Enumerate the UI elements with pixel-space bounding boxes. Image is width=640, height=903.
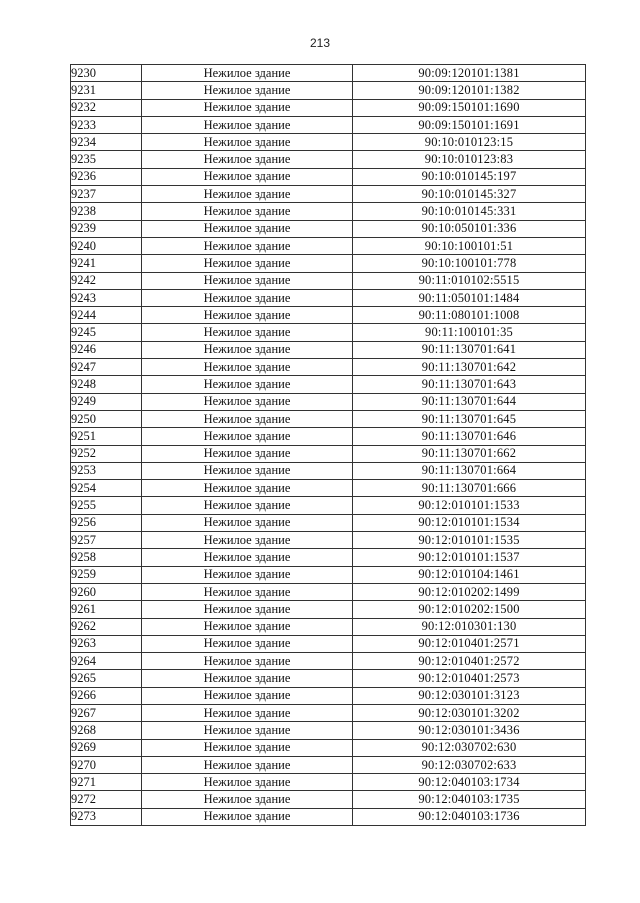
cadastral-number-cell: 90:12:010101:1533 [353, 497, 586, 514]
cadastral-number-cell: 90:12:010202:1500 [353, 601, 586, 618]
object-type-cell: Нежилое здание [142, 168, 353, 185]
table-row [71, 445, 586, 462]
cadastral-number-cell: 90:12:010202:1499 [353, 583, 586, 600]
row-number-cell: 9260 [71, 583, 142, 600]
row-number-cell: 9273 [71, 808, 142, 825]
cadastral-number-cell: 90:10:010123:15 [353, 134, 586, 151]
row-number-cell: 9272 [71, 791, 142, 808]
table-row [71, 566, 586, 583]
cadastral-number-cell: 90:10:010145:331 [353, 203, 586, 220]
object-type-cell: Нежилое здание [142, 272, 353, 289]
row-number-cell: 9231 [71, 82, 142, 99]
cadastral-number-cell: 90:11:100101:35 [353, 324, 586, 341]
table-row [71, 186, 586, 203]
table-row [71, 653, 586, 670]
table-row [71, 791, 586, 808]
cadastral-number-cell: 90:12:010401:2571 [353, 635, 586, 652]
table-row [71, 393, 586, 410]
object-type-cell: Нежилое здание [142, 549, 353, 566]
row-number-cell: 9271 [71, 774, 142, 791]
object-type-cell: Нежилое здание [142, 428, 353, 445]
cadastral-number-cell: 90:10:010145:197 [353, 168, 586, 185]
object-type-cell: Нежилое здание [142, 635, 353, 652]
object-type-cell: Нежилое здание [142, 480, 353, 497]
table-row [71, 376, 586, 393]
row-number-cell: 9264 [71, 653, 142, 670]
row-number-cell: 9259 [71, 566, 142, 583]
row-number-cell: 9240 [71, 237, 142, 254]
cadastral-number-cell: 90:11:130701:641 [353, 341, 586, 358]
row-number-cell: 9233 [71, 116, 142, 133]
row-number-cell: 9242 [71, 272, 142, 289]
row-number-cell: 9267 [71, 704, 142, 721]
table-row [71, 532, 586, 549]
property-registry-table [70, 64, 586, 826]
object-type-cell: Нежилое здание [142, 791, 353, 808]
object-type-cell: Нежилое здание [142, 307, 353, 324]
object-type-cell: Нежилое здание [142, 203, 353, 220]
table-row [71, 341, 586, 358]
cadastral-number-cell: 90:11:130701:662 [353, 445, 586, 462]
object-type-cell: Нежилое здание [142, 653, 353, 670]
row-number-cell: 9266 [71, 687, 142, 704]
object-type-cell: Нежилое здание [142, 237, 353, 254]
row-number-cell: 9255 [71, 497, 142, 514]
cadastral-number-cell: 90:09:120101:1381 [353, 65, 586, 82]
cadastral-number-cell: 90:12:030702:633 [353, 756, 586, 773]
row-number-cell: 9253 [71, 462, 142, 479]
table-row [71, 410, 586, 427]
cadastral-number-cell: 90:12:010301:130 [353, 618, 586, 635]
cadastral-number-cell: 90:10:050101:336 [353, 220, 586, 237]
object-type-cell: Нежилое здание [142, 618, 353, 635]
row-number-cell: 9254 [71, 480, 142, 497]
row-number-cell: 9269 [71, 739, 142, 756]
object-type-cell: Нежилое здание [142, 445, 353, 462]
row-number-cell: 9257 [71, 532, 142, 549]
row-number-cell: 9238 [71, 203, 142, 220]
cadastral-number-cell: 90:12:010101:1534 [353, 514, 586, 531]
cadastral-number-cell: 90:10:100101:778 [353, 255, 586, 272]
object-type-cell: Нежилое здание [142, 359, 353, 376]
page-number: 213 [309, 36, 331, 50]
table-row [71, 601, 586, 618]
row-number-cell: 9241 [71, 255, 142, 272]
object-type-cell: Нежилое здание [142, 601, 353, 618]
cadastral-number-cell: 90:12:030101:3436 [353, 722, 586, 739]
cadastral-number-cell: 90:12:040103:1734 [353, 774, 586, 791]
row-number-cell: 9244 [71, 307, 142, 324]
table-row [71, 635, 586, 652]
row-number-cell: 9243 [71, 289, 142, 306]
table-row [71, 116, 586, 133]
object-type-cell: Нежилое здание [142, 393, 353, 410]
cadastral-number-cell: 90:11:010102:5515 [353, 272, 586, 289]
object-type-cell: Нежилое здание [142, 376, 353, 393]
row-number-cell: 9234 [71, 134, 142, 151]
table-row [71, 618, 586, 635]
object-type-cell: Нежилое здание [142, 116, 353, 133]
table-row [71, 289, 586, 306]
cadastral-number-cell: 90:11:130701:645 [353, 410, 586, 427]
row-number-cell: 9245 [71, 324, 142, 341]
row-number-cell: 9235 [71, 151, 142, 168]
table-row [71, 82, 586, 99]
object-type-cell: Нежилое здание [142, 65, 353, 82]
table-row [71, 324, 586, 341]
cadastral-number-cell: 90:11:130701:644 [353, 393, 586, 410]
row-number-cell: 9270 [71, 756, 142, 773]
cadastral-number-cell: 90:11:130701:643 [353, 376, 586, 393]
cadastral-number-cell: 90:10:100101:51 [353, 237, 586, 254]
table-row [71, 808, 586, 825]
table-row [71, 203, 586, 220]
object-type-cell: Нежилое здание [142, 739, 353, 756]
row-number-cell: 9265 [71, 670, 142, 687]
table-row [71, 774, 586, 791]
cadastral-number-cell: 90:12:010101:1535 [353, 532, 586, 549]
table-row [71, 704, 586, 721]
object-type-cell: Нежилое здание [142, 289, 353, 306]
table-row [71, 739, 586, 756]
object-type-cell: Нежилое здание [142, 514, 353, 531]
row-number-cell: 9230 [71, 65, 142, 82]
object-type-cell: Нежилое здание [142, 134, 353, 151]
object-type-cell: Нежилое здание [142, 99, 353, 116]
object-type-cell: Нежилое здание [142, 808, 353, 825]
cadastral-number-cell: 90:09:150101:1691 [353, 116, 586, 133]
table-row [71, 428, 586, 445]
row-number-cell: 9258 [71, 549, 142, 566]
row-number-cell: 9246 [71, 341, 142, 358]
cadastral-number-cell: 90:09:150101:1690 [353, 99, 586, 116]
object-type-cell: Нежилое здание [142, 704, 353, 721]
table-row [71, 722, 586, 739]
object-type-cell: Нежилое здание [142, 722, 353, 739]
table-row [71, 359, 586, 376]
object-type-cell: Нежилое здание [142, 255, 353, 272]
cadastral-number-cell: 90:12:040103:1735 [353, 791, 586, 808]
object-type-cell: Нежилое здание [142, 774, 353, 791]
table-row [71, 151, 586, 168]
cadastral-number-cell: 90:10:010145:327 [353, 186, 586, 203]
cadastral-number-cell: 90:12:010104:1461 [353, 566, 586, 583]
object-type-cell: Нежилое здание [142, 687, 353, 704]
object-type-cell: Нежилое здание [142, 670, 353, 687]
cadastral-number-cell: 90:11:130701:642 [353, 359, 586, 376]
cadastral-number-cell: 90:11:130701:666 [353, 480, 586, 497]
table-row [71, 497, 586, 514]
cadastral-number-cell: 90:11:130701:646 [353, 428, 586, 445]
object-type-cell: Нежилое здание [142, 532, 353, 549]
table-row [71, 756, 586, 773]
cadastral-number-cell: 90:11:080101:1008 [353, 307, 586, 324]
row-number-cell: 9251 [71, 428, 142, 445]
table-row [71, 134, 586, 151]
cadastral-number-cell: 90:12:010101:1537 [353, 549, 586, 566]
row-number-cell: 9256 [71, 514, 142, 531]
cadastral-number-cell: 90:10:010123:83 [353, 151, 586, 168]
table-row [71, 237, 586, 254]
object-type-cell: Нежилое здание [142, 220, 353, 237]
table-row [71, 272, 586, 289]
registry-table-body [71, 65, 586, 826]
row-number-cell: 9249 [71, 393, 142, 410]
row-number-cell: 9239 [71, 220, 142, 237]
object-type-cell: Нежилое здание [142, 341, 353, 358]
cadastral-number-cell: 90:11:130701:664 [353, 462, 586, 479]
cadastral-number-cell: 90:11:050101:1484 [353, 289, 586, 306]
table-row [71, 462, 586, 479]
row-number-cell: 9248 [71, 376, 142, 393]
object-type-cell: Нежилое здание [142, 324, 353, 341]
object-type-cell: Нежилое здание [142, 186, 353, 203]
object-type-cell: Нежилое здание [142, 82, 353, 99]
table-row [71, 670, 586, 687]
row-number-cell: 9237 [71, 186, 142, 203]
row-number-cell: 9262 [71, 618, 142, 635]
cadastral-number-cell: 90:12:030101:3202 [353, 704, 586, 721]
cadastral-number-cell: 90:12:040103:1736 [353, 808, 586, 825]
row-number-cell: 9236 [71, 168, 142, 185]
row-number-cell: 9252 [71, 445, 142, 462]
table-row [71, 583, 586, 600]
table-row [71, 220, 586, 237]
table-row [71, 514, 586, 531]
cadastral-number-cell: 90:12:010401:2572 [353, 653, 586, 670]
row-number-cell: 9250 [71, 410, 142, 427]
table-row [71, 255, 586, 272]
object-type-cell: Нежилое здание [142, 756, 353, 773]
table-row [71, 480, 586, 497]
object-type-cell: Нежилое здание [142, 566, 353, 583]
row-number-cell: 9232 [71, 99, 142, 116]
row-number-cell: 9261 [71, 601, 142, 618]
object-type-cell: Нежилое здание [142, 410, 353, 427]
table-row [71, 687, 586, 704]
table-row [71, 549, 586, 566]
table-row [71, 307, 586, 324]
object-type-cell: Нежилое здание [142, 583, 353, 600]
row-number-cell: 9268 [71, 722, 142, 739]
table-row [71, 65, 586, 82]
cadastral-number-cell: 90:09:120101:1382 [353, 82, 586, 99]
table-row [71, 168, 586, 185]
row-number-cell: 9263 [71, 635, 142, 652]
object-type-cell: Нежилое здание [142, 497, 353, 514]
object-type-cell: Нежилое здание [142, 151, 353, 168]
object-type-cell: Нежилое здание [142, 462, 353, 479]
row-number-cell: 9247 [71, 359, 142, 376]
table-row [71, 99, 586, 116]
cadastral-number-cell: 90:12:030702:630 [353, 739, 586, 756]
cadastral-number-cell: 90:12:010401:2573 [353, 670, 586, 687]
cadastral-number-cell: 90:12:030101:3123 [353, 687, 586, 704]
